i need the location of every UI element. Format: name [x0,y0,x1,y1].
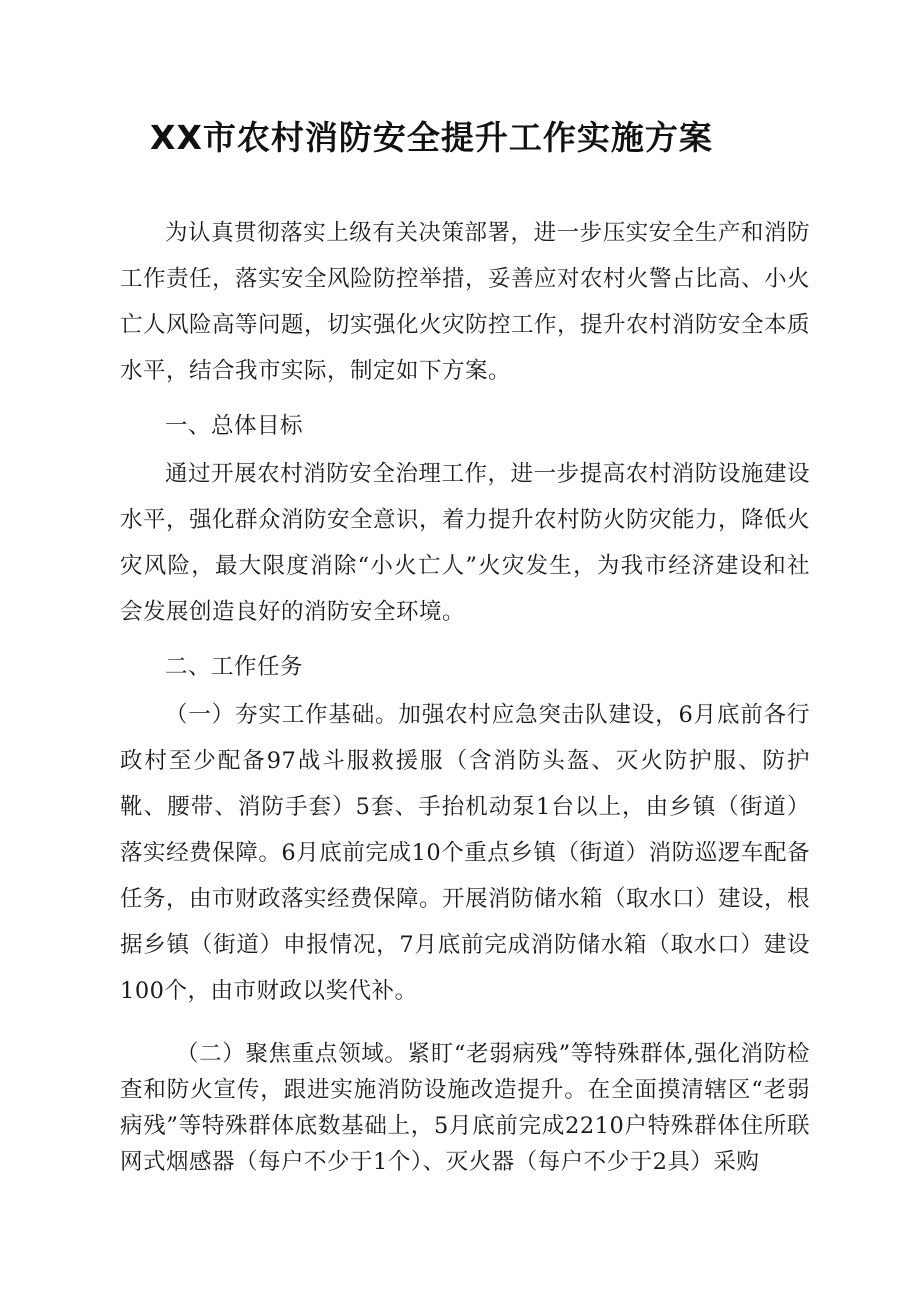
section-heading-tasks: 二、工作任务 [165,654,304,680]
task-two-paragraph: （二）聚焦重点领域。紧盯“老弱病残”等特殊群体,强化消防检查和防火宣传，跟进实施消防设施改造提升。在全面摸清辖区“老弱病残”等特殊群体底数基础上，5月底前完成2210户特殊群体住所联网式烟感器（每户不少于1个）、灭火器（每户不少于2具）采购 [120,1041,810,1175]
intro-paragraph: 为认真贯彻落实上级有关决策部署，进一步压实安全生产和消防工作责任，落实安全风险防控举措，妥善应对农村火警占比高、小火亡人风险高等问题，切实强化火灾防控工作，提升农村消防安全本质水平，结合我市实际，制定如下方案。 [120,220,811,384]
goals-paragraph: 通过开展农村消防安全治理工作，进一步提高农村消防设施建设水平，强化群众消防安全意识，着力提升农村防火防灾能力，降低火灾风险，最大限度消除“小火亡人”火灾发生，为我市经济建设和社会发展创造良好的消防安全环境。 [120,461,811,625]
task-one-paragraph: （一）夯实工作基础。加强农村应急突击队建设，6月底前各行政村至少配备97战斗服救援服（含消防头盔、灭火防护服、防护靴、腰带、消防手套）5套、手抬机动泵1台以上，由乡镇（街道）落实经费保障。6月底前完成10个重点乡镇（街道）消防巡逻车配备任务，由市财政落实经费保障。开展消防储水箱（取水口）建设，根据乡镇（街道）申报情况，7月底前完成消防储水箱（取水口）建设100个，由市财政以奖代补。 [120,702,811,1004]
section-heading-goals: 一、总体目标 [165,413,304,439]
document-title: XX市农村消防安全提升工作实施方案 [150,118,713,157]
